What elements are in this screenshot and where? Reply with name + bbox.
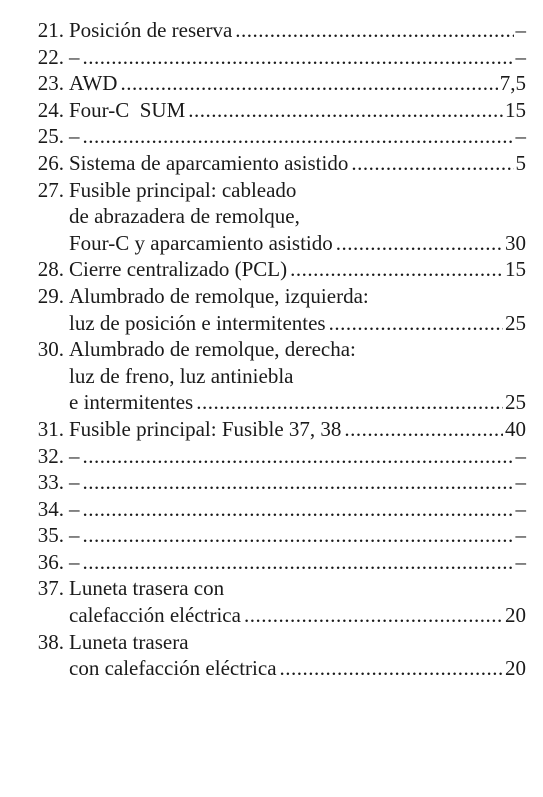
fuse-description: luz de posición e intermitentes <box>69 310 326 335</box>
dot-leader <box>188 97 503 124</box>
fuse-entry <box>12 336 526 416</box>
fuse-entry <box>12 443 526 470</box>
fuse-amperage: – <box>515 124 526 149</box>
fuse-entry <box>12 549 526 576</box>
fuse-amperage: 25 <box>505 310 526 335</box>
fuse-description-line <box>69 336 526 363</box>
fuse-description: Posición de reserva <box>69 18 233 42</box>
fuse-amperage: – <box>515 470 526 495</box>
fuse-description-line <box>69 203 526 230</box>
fuse-description-line <box>69 310 526 337</box>
fuse-description: – <box>69 44 80 69</box>
fuse-amperage: 25 <box>505 390 526 415</box>
fuse-amperage: 15 <box>505 97 526 122</box>
fuse-amperage: 20 <box>505 656 526 681</box>
fuse-number: 25. <box>37 124 64 149</box>
dot-leader <box>83 443 514 470</box>
fuse-number: 34. <box>37 496 64 521</box>
fuse-description: – <box>69 470 80 495</box>
fuse-description: Luneta trasera con <box>69 576 225 601</box>
fuse-number: 26. <box>37 150 64 175</box>
fuse-description: Sistema de aparcamiento asistido <box>69 150 349 175</box>
fuse-description: – <box>69 124 80 149</box>
fuse-number: 33. <box>37 470 64 495</box>
dot-leader <box>83 44 514 71</box>
fuse-entry <box>12 177 526 257</box>
fuse-description: de abrazadera de remolque, <box>69 204 300 229</box>
fuse-number: 23. <box>37 71 64 96</box>
fuse-description: AWD <box>69 71 118 96</box>
fuse-description-line <box>69 283 526 310</box>
fuse-description-line <box>69 602 526 629</box>
dot-leader <box>280 655 503 682</box>
fuse-amperage: 7,5 <box>499 71 526 96</box>
fuse-number: 35. <box>37 523 64 548</box>
fuse-entry <box>12 97 526 124</box>
fuse-entry <box>12 469 526 496</box>
fuse-number: 38. <box>37 629 64 654</box>
fuse-description: Alumbrado de remolque, derecha: <box>69 337 356 362</box>
dot-leader <box>83 522 514 549</box>
fuse-description-line <box>69 549 526 576</box>
fuse-amperage: 40 <box>505 416 526 441</box>
dot-leader <box>235 17 513 44</box>
fuse-description: – <box>69 496 80 521</box>
fuse-number: 28. <box>37 257 64 282</box>
fuse-description: Alumbrado de remolque, izquierda: <box>69 283 369 308</box>
fuse-description-line <box>69 17 526 44</box>
dot-leader <box>329 310 503 337</box>
dot-leader <box>83 123 514 150</box>
fuse-number: 22. <box>37 44 64 69</box>
fuse-description-line <box>69 177 526 204</box>
fuse-number: 27. <box>37 177 64 202</box>
dot-leader <box>83 549 514 576</box>
fuse-description-line <box>69 70 526 97</box>
fuse-number: 31. <box>37 416 64 441</box>
dot-leader <box>83 469 514 496</box>
fuse-amperage: – <box>515 443 526 468</box>
fuse-description-line <box>69 230 526 257</box>
fuse-description-line <box>69 363 526 390</box>
fuse-entry <box>12 256 526 283</box>
fuse-entry <box>12 629 526 682</box>
dot-leader <box>351 150 513 177</box>
fuse-description-line <box>69 416 526 443</box>
fuse-description-line <box>69 496 526 523</box>
dot-leader <box>120 70 497 97</box>
dot-leader <box>196 389 503 416</box>
fuse-description: Four-C SUM <box>69 97 186 122</box>
fuse-number: 32. <box>37 443 64 468</box>
fuse-description-line <box>69 629 526 656</box>
fuse-description-line <box>69 123 526 150</box>
fuse-description-line <box>69 44 526 71</box>
fuse-number: 29. <box>37 283 64 308</box>
fuse-entry <box>12 416 526 443</box>
fuse-description: e intermitentes <box>69 390 194 415</box>
fuse-amperage: 20 <box>505 603 526 628</box>
fuse-entry <box>12 283 526 336</box>
fuse-number: 21. <box>37 18 64 42</box>
fuse-description-line <box>69 655 526 682</box>
fuse-description-line <box>69 389 526 416</box>
fuse-number: 24. <box>37 97 64 122</box>
fuse-entry <box>12 70 526 97</box>
fuse-entry <box>12 522 526 549</box>
fuse-description-line <box>69 97 526 124</box>
fuse-description: Four-C y aparcamiento asistido <box>69 230 333 255</box>
dot-leader <box>244 602 503 629</box>
dot-leader <box>336 230 503 257</box>
fuse-description-line <box>69 256 526 283</box>
fuse-description-line <box>69 522 526 549</box>
fuse-description: Fusible principal: Fusible 37, 38 <box>69 416 342 441</box>
fuse-entry <box>12 44 526 71</box>
fuse-entry <box>12 496 526 523</box>
fuse-description: con calefacción eléctrica <box>69 656 277 681</box>
dot-leader <box>83 496 514 523</box>
fuse-description: – <box>69 443 80 468</box>
fuse-description: calefacción eléctrica <box>69 603 241 628</box>
fuse-number: 37. <box>37 576 64 601</box>
dot-leader <box>290 256 503 283</box>
fuse-entry <box>12 150 526 177</box>
fuse-amperage: – <box>515 549 526 574</box>
fuse-number: 36. <box>37 549 64 574</box>
fuse-description: – <box>69 549 80 574</box>
fuse-entry <box>12 575 526 628</box>
fuse-description: Luneta trasera <box>69 629 189 654</box>
fuse-description: – <box>69 523 80 548</box>
dot-leader <box>344 416 503 443</box>
fuse-description: Fusible principal: cableado <box>69 177 297 202</box>
fuse-amperage: – <box>515 44 526 69</box>
fuse-description-line <box>69 575 526 602</box>
fuse-list <box>12 17 526 682</box>
fuse-amperage: – <box>515 18 526 42</box>
fuse-amperage: – <box>515 523 526 548</box>
fuse-amperage: 30 <box>505 230 526 255</box>
fuse-entry <box>12 123 526 150</box>
fuse-description: Cierre centralizado (PCL) <box>69 257 288 282</box>
fuse-entry <box>12 17 526 44</box>
fuse-description-line <box>69 469 526 496</box>
fuse-amperage: 5 <box>515 150 526 175</box>
fuse-number: 30. <box>37 337 64 362</box>
fuse-description-line <box>69 150 526 177</box>
fuse-description: luz de freno, luz antiniebla <box>69 363 294 388</box>
fuse-description-line <box>69 443 526 470</box>
fuse-amperage: – <box>515 496 526 521</box>
fuse-amperage: 15 <box>505 257 526 282</box>
